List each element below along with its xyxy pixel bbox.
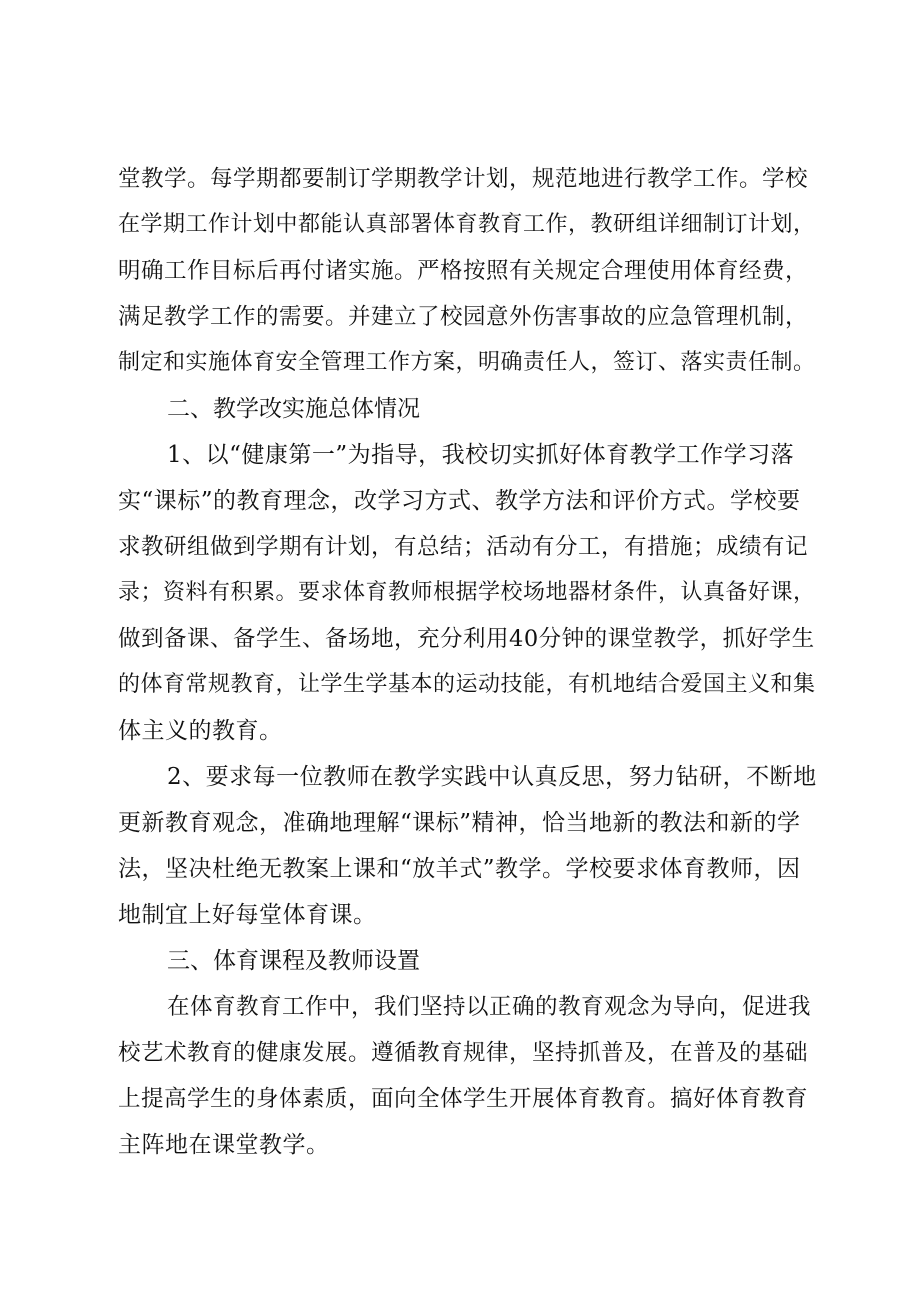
text-line: 在学期工作计划中都能认真部署体育教育工作，教研组详细制订计划， [118, 212, 816, 237]
text-line: 实“课标”的教育理念，改学习方式、教学方法和评价方式。学校要 [118, 488, 801, 514]
text-line: 明确工作目标后再付诸实施。严格按照有关规定合理使用体育经费， [118, 258, 809, 284]
text-line: 做到备课、备学生、备场地，充分利用40分钟的课堂教学，抓好学生 [118, 626, 815, 652]
text-line: 更新教育观念，准确地理解“课标”精神，恰当地新的教法和新的学 [118, 810, 801, 836]
text-line: 1、以“健康第一”为指导，我校切实抓好体育教学工作学习落 [167, 442, 795, 468]
section-heading-3: 三、体育课程及教师设置 [167, 948, 420, 974]
text-line: 主阵地在课堂教学。 [118, 1132, 330, 1158]
text-line: 校艺术教育的健康发展。遵循教育规律，坚持抓普及，在普及的基础 [118, 1040, 809, 1066]
text-line: 体主义的教育。 [118, 718, 283, 744]
text-line: 的体育常规教育，让学生学基本的运动技能，有机地结合爱国主义和集 [118, 672, 816, 697]
text-line: 录；资料有积累。要求体育教师根据学校场地器材条件，认真备好课， [118, 580, 816, 605]
section-heading-2: 二、教学改实施总体情况 [167, 396, 420, 422]
text-line: 地制宜上好每堂体育课。 [118, 902, 377, 928]
text-line: 法，坚决杜绝无教案上课和“放羊式”教学。学校要求体育教师，因 [118, 856, 801, 882]
text-line: 求教研组做到学期有计划，有总结；活动有分工，有措施；成绩有记 [118, 534, 809, 560]
text-line: 上提高学生的身体素质，面向全体学生开展体育教育。搞好体育教育 [118, 1086, 809, 1112]
text-line: 制定和实施体育安全管理工作方案，明确责任人，签订、落实责任制。 [118, 350, 816, 375]
text-line: 2、要求每一位教师在教学实践中认真反思，努力钻研，不断地 [167, 764, 817, 790]
text-line: 满足教学工作的需要。并建立了校园意外伤害事故的应急管理机制， [118, 304, 809, 330]
text-line: 堂教学。每学期都要制订学期教学计划，规范地进行教学工作。学校 [118, 166, 809, 192]
text-line: 在体育教育工作中，我们坚持以正确的教育观念为导向，促进我 [167, 994, 812, 1020]
